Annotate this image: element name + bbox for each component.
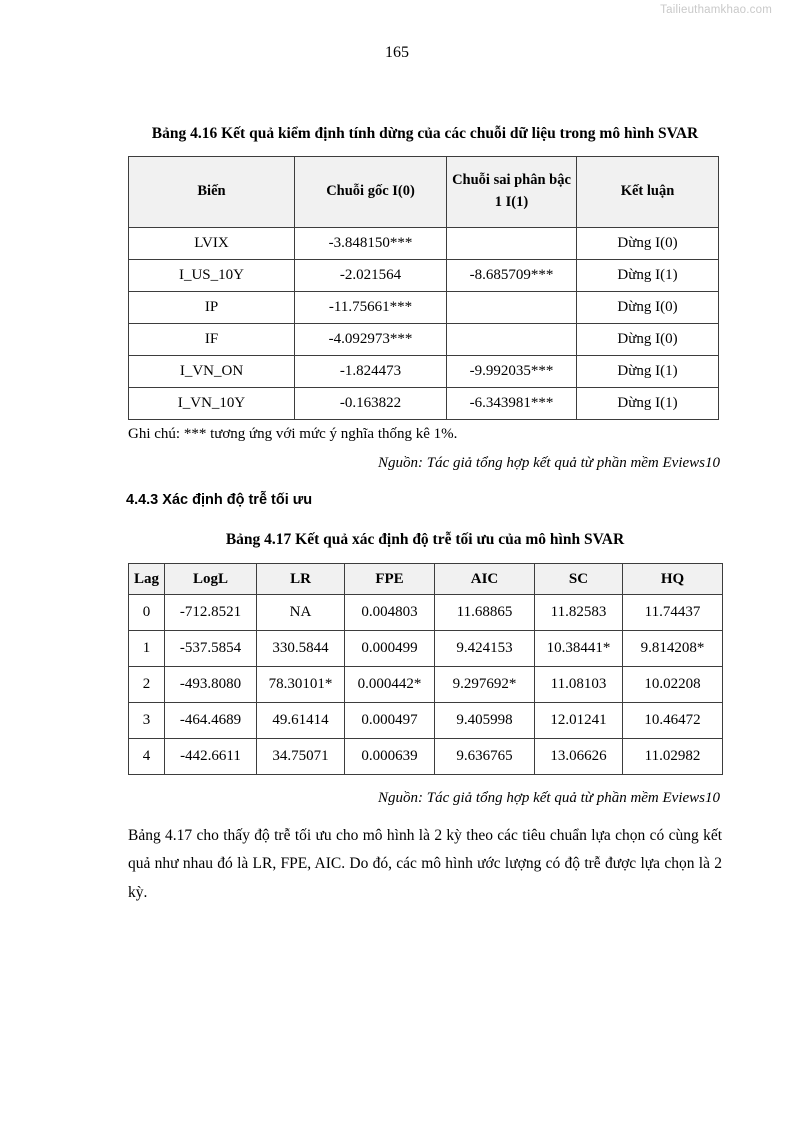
table-cell: 49.61414 — [257, 703, 345, 739]
table-cell: -2.021564 — [295, 260, 447, 292]
table-cell: 2 — [129, 667, 165, 703]
table-cell: I_VN_10Y — [129, 388, 295, 420]
table-row — [129, 292, 719, 324]
table-row — [129, 631, 723, 667]
table-cell: Dừng I(0) — [577, 324, 719, 356]
table-cell: 11.68865 — [435, 595, 535, 631]
table-417-header-cell: Lag — [129, 564, 165, 595]
table-cell: Dừng I(0) — [577, 228, 719, 260]
table-cell: IP — [129, 292, 295, 324]
table-cell: 0.004803 — [345, 595, 435, 631]
table-row — [129, 260, 719, 292]
table-row — [129, 324, 719, 356]
table-cell: 4 — [129, 739, 165, 775]
watermark-text: Tailieuthamkhao.com — [660, 4, 772, 16]
table-416 — [128, 156, 719, 420]
table-416-header-cell: Kết luận — [577, 157, 719, 228]
table-cell: 9.297692* — [435, 667, 535, 703]
table-cell: 13.06626 — [535, 739, 623, 775]
table-416-header-cell: Chuỗi sai phân bậc 1 I(1) — [447, 157, 577, 228]
table-cell — [447, 228, 577, 260]
table-row — [129, 667, 723, 703]
table-417-header-cell: HQ — [623, 564, 723, 595]
table-row — [129, 388, 719, 420]
table-row — [129, 228, 719, 260]
table-cell: -0.163822 — [295, 388, 447, 420]
table-cell: -6.343981*** — [447, 388, 577, 420]
table-cell: I_US_10Y — [129, 260, 295, 292]
table-416-note: Ghi chú: *** tương ứng với mức ý nghĩa thống kê 1%. — [128, 426, 458, 443]
table-cell: -9.992035*** — [447, 356, 577, 388]
table-cell: 0 — [129, 595, 165, 631]
table-cell: Dừng I(1) — [577, 356, 719, 388]
table-cell: IF — [129, 324, 295, 356]
table-cell: -537.5854 — [165, 631, 257, 667]
table-row — [129, 703, 723, 739]
table-cell: 9.424153 — [435, 631, 535, 667]
table-header-row — [129, 564, 723, 595]
table-cell — [447, 292, 577, 324]
table-cell: 11.82583 — [535, 595, 623, 631]
table-row — [129, 356, 719, 388]
table-cell: -8.685709*** — [447, 260, 577, 292]
table-cell: 0.000499 — [345, 631, 435, 667]
table-cell: 0.000639 — [345, 739, 435, 775]
table-cell: Dừng I(1) — [577, 388, 719, 420]
table-416-caption: Bảng 4.16 Kết quả kiểm định tính dừng của các chuỗi dữ liệu trong mô hình SVAR — [151, 125, 699, 142]
table-cell: 330.5844 — [257, 631, 345, 667]
table-cell: 12.01241 — [535, 703, 623, 739]
table-cell: -11.75661*** — [295, 292, 447, 324]
table-cell: I_VN_ON — [129, 356, 295, 388]
table-cell: -3.848150*** — [295, 228, 447, 260]
table-cell: 0.000442* — [345, 667, 435, 703]
table-cell: 9.405998 — [435, 703, 535, 739]
table-cell — [447, 324, 577, 356]
table-cell: 9.814208* — [623, 631, 723, 667]
table-cell: Dừng I(1) — [577, 260, 719, 292]
table-cell: LVIX — [129, 228, 295, 260]
table-cell: 10.38441* — [535, 631, 623, 667]
page-content — [128, 122, 722, 908]
table-417-header-cell: AIC — [435, 564, 535, 595]
table-417-header-cell: LogL — [165, 564, 257, 595]
table-cell: 9.636765 — [435, 739, 535, 775]
section-heading-443: 4.4.3 Xác định độ trễ tối ưu — [126, 492, 313, 509]
table-416-header-cell: Chuỗi gốc I(0) — [295, 157, 447, 228]
table-cell: 3 — [129, 703, 165, 739]
table-cell: 34.75071 — [257, 739, 345, 775]
table-cell: 11.02982 — [623, 739, 723, 775]
table-416-source: Nguồn: Tác giả tổng hợp kết quả từ phần mềm Eviews10 — [378, 454, 720, 471]
table-cell: 78.30101* — [257, 667, 345, 703]
table-417-source: Nguồn: Tác giả tổng hợp kết quả từ phần mềm Eviews10 — [378, 790, 720, 807]
table-cell: -464.4689 — [165, 703, 257, 739]
table-cell: -493.8080 — [165, 667, 257, 703]
table-417 — [128, 563, 723, 775]
body-paragraph: Bảng 4.17 cho thấy độ trễ tối ưu cho mô hình là 2 kỳ theo các tiêu chuẩn lựa chọn có cùng kết quả như nhau đó là LR, FPE, AIC. Do đó, các mô hình ước lượng có độ trễ được lựa chọn là 2 kỳ. — [128, 826, 722, 901]
table-cell: 0.000497 — [345, 703, 435, 739]
table-417-header-cell: LR — [257, 564, 345, 595]
table-cell: -1.824473 — [295, 356, 447, 388]
table-cell: -712.8521 — [165, 595, 257, 631]
page-number: 165 — [385, 44, 409, 61]
table-cell: -4.092973*** — [295, 324, 447, 356]
table-row — [129, 739, 723, 775]
table-416-header-cell: Biến — [129, 157, 295, 228]
table-417-header-cell: FPE — [345, 564, 435, 595]
table-cell: -442.6611 — [165, 739, 257, 775]
table-417-caption: Bảng 4.17 Kết quả xác định độ trễ tối ưu của mô hình SVAR — [225, 531, 625, 549]
table-cell: 11.74437 — [623, 595, 723, 631]
table-cell: 10.46472 — [623, 703, 723, 739]
table-cell: NA — [257, 595, 345, 631]
table-cell: 1 — [129, 631, 165, 667]
table-417-header-cell: SC — [535, 564, 623, 595]
table-row — [129, 595, 723, 631]
table-cell: 10.02208 — [623, 667, 723, 703]
table-cell: 11.08103 — [535, 667, 623, 703]
table-cell: Dừng I(0) — [577, 292, 719, 324]
table-header-row — [129, 157, 719, 228]
